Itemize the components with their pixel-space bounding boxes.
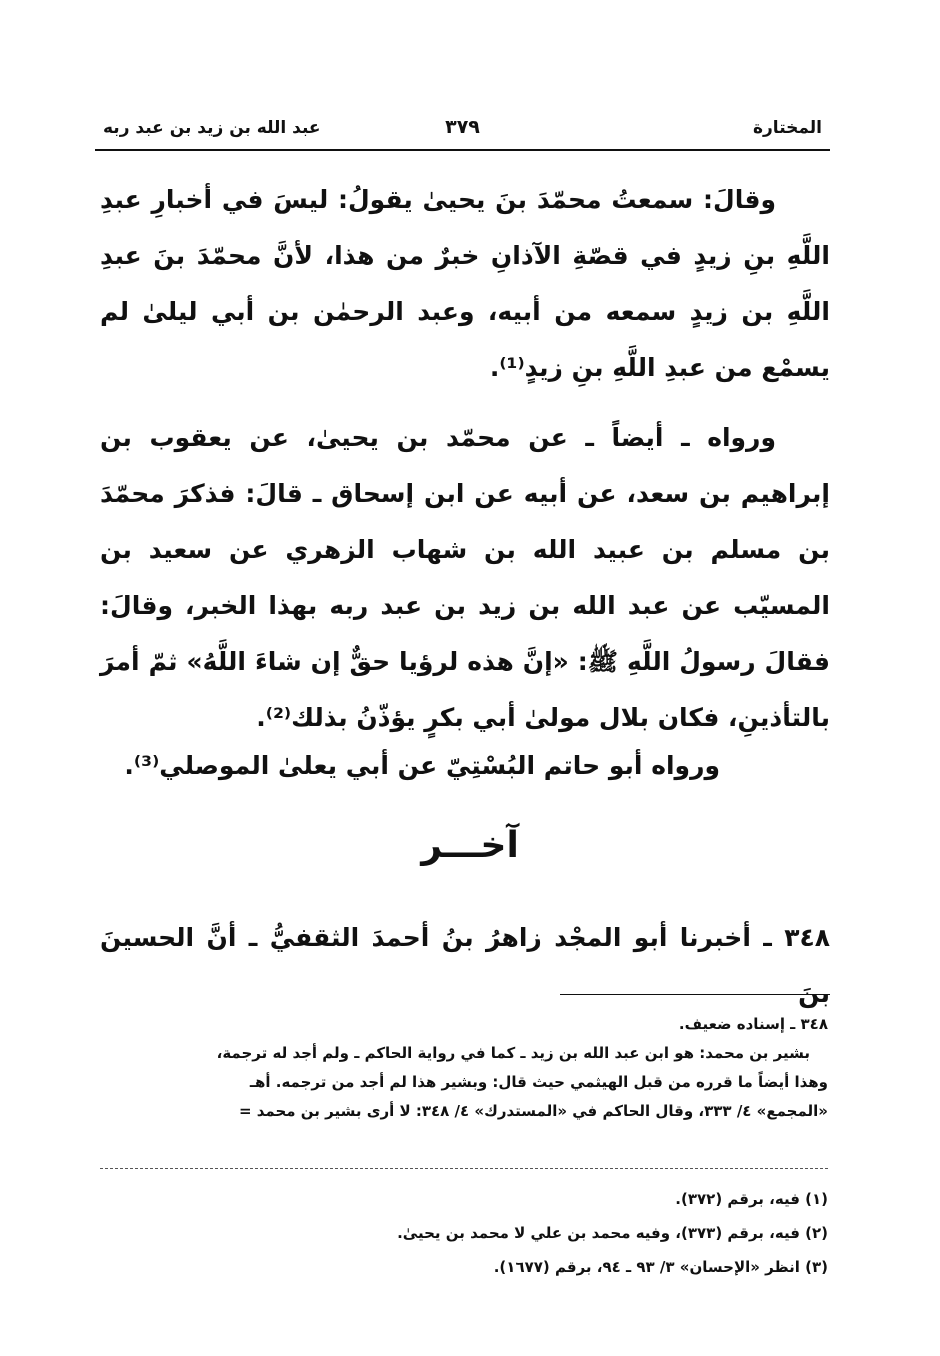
section-title: عبد الله بن زيد بن عبد ربه bbox=[103, 118, 321, 138]
reference-note: (١) فيه، برقم (٣٧٢). bbox=[675, 1190, 828, 1208]
footnote-line: بشير بن محمد: هو ابن عبد الله بن زيد ـ كما في رواية الحاكم ـ ولم أجد له ترجمة، bbox=[216, 1044, 810, 1062]
reference-note: (٣) انظر «الإحسان» ٣/ ٩٣ ـ ٩٤، برقم (١٦٧٧). bbox=[493, 1258, 828, 1276]
header-rule bbox=[95, 149, 830, 151]
footnote-line: «المجمع» ٤/ ٣٣٣، وقال الحاكم في «المستدرك» ٤/ ٣٤٨: لا أرى بشير بن محمد = bbox=[238, 1102, 828, 1120]
paragraph-3: ورواه أبو حاتم البُسْتِيّ عن أبي يعلىٰ الموصلي⁽³⁾. bbox=[124, 751, 720, 780]
reference-notes bbox=[100, 1182, 828, 1284]
footnote-dotted-rule bbox=[100, 1168, 828, 1169]
hadith-348-opening: ٣٤٨ ـ أخبرنا أبو المجْد زاهرُ بنُ أحمدَ الثقفيُّ ـ أنَّ الحسينَ بنَ bbox=[100, 923, 830, 1008]
running-header bbox=[95, 112, 830, 146]
book-title: المختارة bbox=[752, 118, 822, 138]
footnote-rule bbox=[560, 994, 830, 995]
section-divider: آخـــر bbox=[421, 825, 519, 866]
footnote-commentary bbox=[100, 1010, 828, 1126]
reference-note: (٢) فيه، برقم (٣٧٣)، وفيه محمد بن علي لا محمد بن يحيىٰ. bbox=[397, 1224, 828, 1242]
footnote-line: ٣٤٨ ـ إسناده ضعيف. bbox=[678, 1015, 828, 1033]
footnote-line: وهذا أيضاً ما قرره من قبل الهيثمي حيث قال: وبشير هذا لم أجد من ترجمه. أهـ bbox=[249, 1073, 828, 1091]
paragraph-2: ورواه ـ أيضاً ـ عن محمّد بن يحيىٰ، عن يعقوب بن إبراهيم بن سعد، عن أبيه عن ابن إسحاق ـ قالَ: فذكرَ محمّدَ بن مسلم بن عبيد الله بن شهاب الزهري عن سعيد بن المسيّب عن عبد الله بن زيد بن عبد ربه بهذا الخبر، وقالَ: فقالَ رسولُ اللَّهِ ﷺ: «إنَّ هذه لرؤيا حقٌّ إن شاءَ اللَّهُ» ثمّ أمرَ بالتأذينِ، فكان بلال مولىٰ أبي بكرٍ يؤذّنُ بذلك⁽²⁾. bbox=[100, 423, 830, 732]
page-number: ٣٧٩ bbox=[445, 116, 480, 138]
paragraph-1: وقالَ: سمعتُ محمّدَ بنَ يحيىٰ يقولُ: ليسَ في أخبارِ عبدِ اللَّهِ بنِ زيدٍ في قصّةِ الآذانِ خبرٌ من هذا، لأنَّ محمّدَ بنَ عبدِ اللَّهِ بن زيدٍ سمعه من أبيه، وعبد الرحمٰن بن أبي ليلىٰ لم يسمْع من عبدِ اللَّهِ بنِ زيدٍ⁽¹⁾. bbox=[100, 185, 830, 382]
